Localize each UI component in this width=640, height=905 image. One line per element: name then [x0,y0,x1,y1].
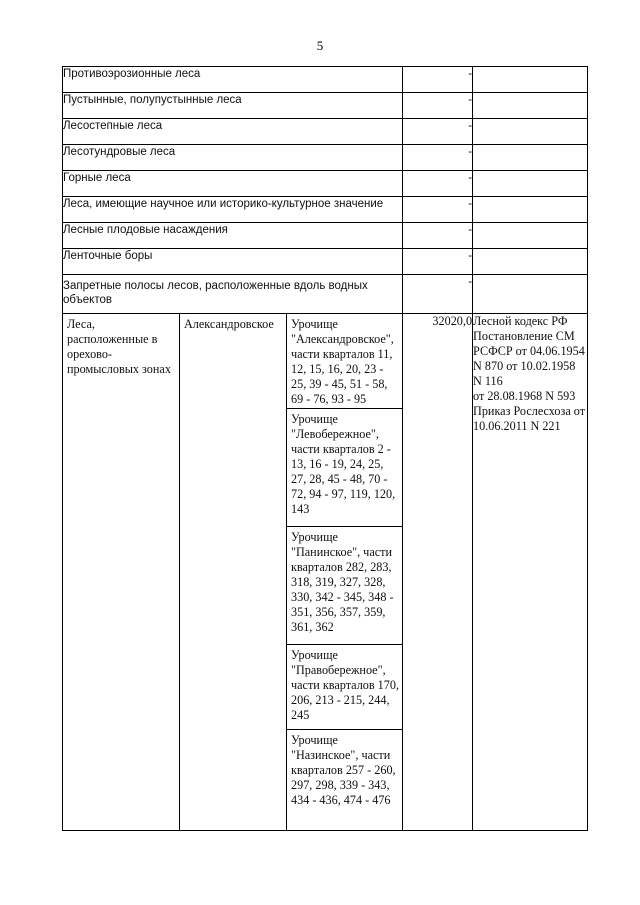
value-cell: - [403,145,473,171]
table-row [63,145,588,171]
tract-part: Урочище "Александровское", части кварталов 11, 12, 15, 16, 20, 23 - 25, 39 - 45, 51 - 58, 69 - 76, 93 - 95 [287,314,402,409]
table-row [63,249,588,275]
documents-cell [473,314,588,831]
table-row [63,119,588,145]
value-cell: - [403,119,473,145]
value-cell: - [403,223,473,249]
document-line: Постановление СМ РСФСР от 04.06.1954 N 870 от 10.02.1958 N 116 [473,329,585,388]
value-cell: - [403,197,473,223]
empty-cell [473,275,588,314]
category-cell: Противоэрозионные леса [63,67,403,93]
empty-cell [473,197,588,223]
document-line: от 28.08.1968 N 593 [473,389,576,403]
empty-cell [473,119,588,145]
value-cell: - [403,275,473,314]
empty-cell [473,93,588,119]
forestry-cell: Александровское [180,314,287,831]
empty-cell [473,171,588,197]
table-row [63,93,588,119]
value-cell: - [403,67,473,93]
document-line: Приказ Рослесхоза от 10.06.2011 N 221 [473,404,586,433]
table-row [63,171,588,197]
table-row [63,67,588,93]
empty-cell [473,249,588,275]
document-line: Лесной кодекс РФ [473,314,568,328]
forest-category-table [62,66,588,831]
category-cell: Горные леса [63,171,403,197]
value-cell: - [403,249,473,275]
category-cell: Ленточные боры [63,249,403,275]
category-cell: Леса, расположенные в орехово-промысловых зонах [63,314,180,831]
value-cell: - [403,93,473,119]
tract-parts-cell [287,314,403,831]
empty-cell [473,223,588,249]
tract-part: Урочище "Правобережное", части кварталов 170, 206, 213 - 215, 244, 245 [287,645,402,730]
page-number: 5 [316,38,324,53]
empty-cell [473,145,588,171]
tract-part: Урочище "Панинское", части кварталов 282, 283, 318, 319, 327, 328, 330, 342 - 345, 348 - 351, 356, 357, 359, 361, 362 [287,527,402,645]
value-cell: - [403,171,473,197]
category-cell: Пустынные, полупустынные леса [63,93,403,119]
category-cell: Лесные плодовые насаждения [63,223,403,249]
category-cell: Лесотундровые леса [63,145,403,171]
table-row [63,197,588,223]
empty-cell [473,67,588,93]
area-cell: 32020,0 [403,314,473,831]
tract-part: Урочище "Левобережное", части кварталов 2 - 13, 16 - 19, 24, 25, 27, 28, 45 - 48, 70 - 72, 94 - 97, 119, 120, 143 [287,409,402,527]
category-cell: Леса, имеющие научное или историко-культурное значение [63,197,403,223]
category-cell: Запретные полосы лесов, расположенные вдоль водных объектов [63,275,403,314]
tract-part: Урочище "Назинское", части кварталов 257 - 260, 297, 298, 339 - 343, 434 - 436, 474 - 476 [291,733,396,807]
category-cell: Лесостепные леса [63,119,403,145]
table-row [63,275,588,314]
table-row [63,223,588,249]
table-row [63,314,588,831]
